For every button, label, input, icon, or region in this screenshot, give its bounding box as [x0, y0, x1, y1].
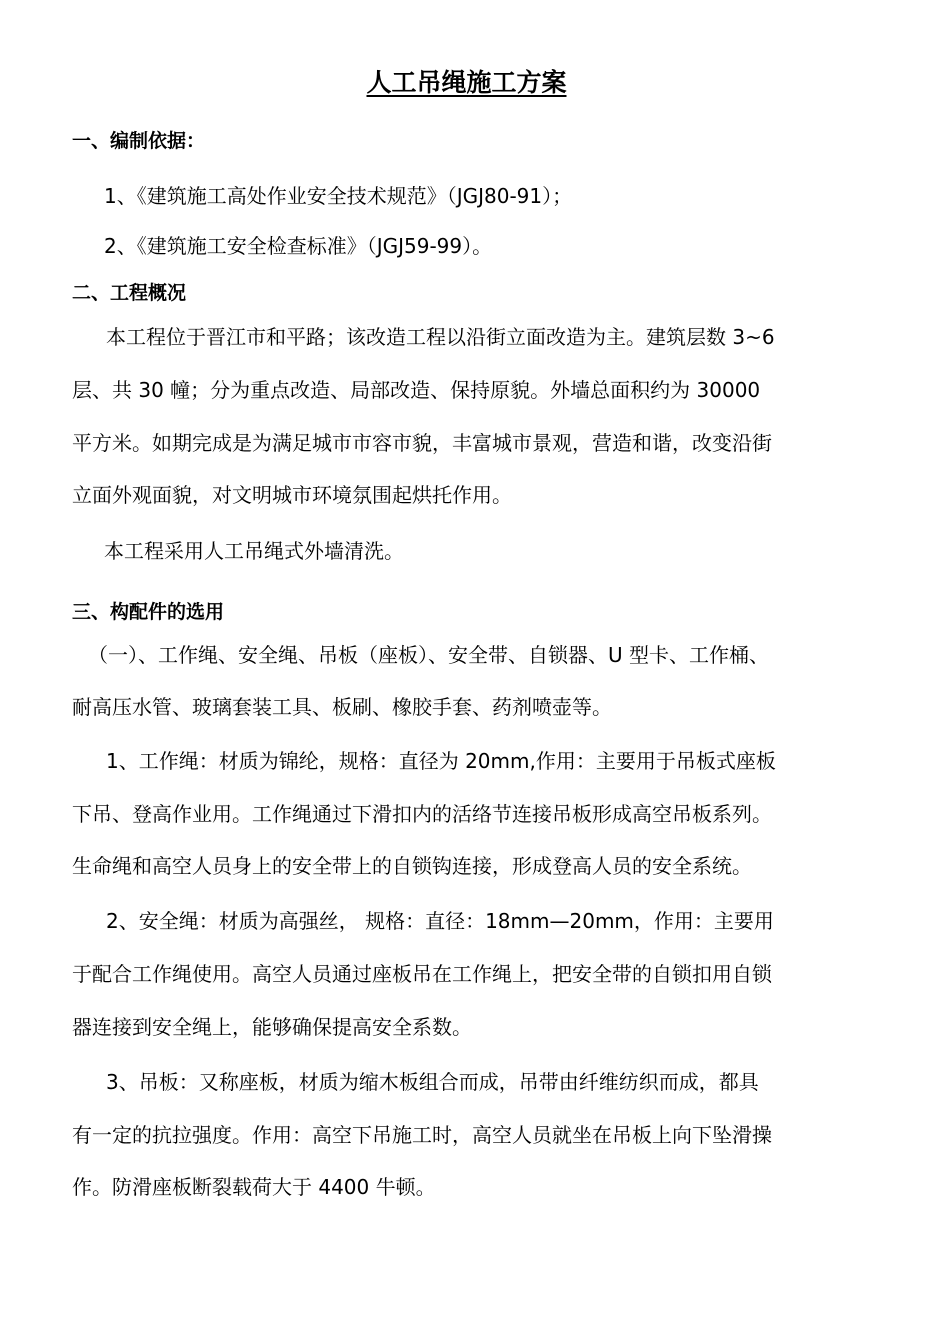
component-item-1-line: 生命绳和高空人员身上的安全带上的自锁钩连接，形成登高人员的安全系统。 [72, 854, 752, 878]
component-item-3-line: 作。防滑座板断裂载荷大于 4400 牛顿。 [72, 1175, 436, 1199]
component-item-1-line: 下吊、登高作业用。工作绳通过下滑扣内的活络节连接吊板形成高空吊板系列。 [72, 802, 772, 826]
component-item-2-line: 2、安全绳：材质为高强丝， 规格：直径：18mm—20mm，作用：主要用 [106, 909, 774, 933]
section-heading-components: 三、构配件的选用 [72, 601, 225, 623]
document-title: 人工吊绳施工方案 [366, 68, 567, 97]
section-heading-basis: 一、编制依据： [72, 130, 206, 152]
components-intro-line: 耐高压水管、玻璃套装工具、板刷、橡胶手套、药剂喷壶等。 [72, 695, 612, 719]
overview-paragraph-line: 本工程位于晋江市和平路；该改造工程以沿街立面改造为主。建筑层数 3~6 [106, 325, 775, 349]
component-item-2-line: 器连接到安全绳上，能够确保提高安全系数。 [72, 1015, 472, 1039]
overview-paragraph-line: 层、共 30 幢；分为重点改造、局部改造、保持原貌。外墙总面积约为 30000 [72, 378, 761, 402]
overview-paragraph-2: 本工程采用人工吊绳式外墙清洗。 [104, 539, 404, 563]
component-item-3-line: 有一定的抗拉强度。作用：高空下吊施工时，高空人员就坐在吊板上向下坠滑操 [72, 1123, 772, 1147]
basis-item-2: 2、《建筑施工安全检查标准》（JGJ59-99）。 [104, 234, 493, 258]
overview-paragraph-line: 立面外观面貌，对文明城市环境氛围起烘托作用。 [72, 483, 512, 507]
components-intro-line: （一）、工作绳、安全绳、吊板（座板）、安全带、自锁器、U 型卡、工作桶、 [88, 643, 769, 667]
section-heading-overview: 二、工程概况 [72, 282, 187, 304]
basis-item-1: 1、《建筑施工高处作业安全技术规范》（JGJ80-91）； [104, 184, 573, 208]
component-item-1-line: 1、工作绳：材质为锦纶，规格：直径为 20mm,作用：主要用于吊板式座板 [106, 749, 776, 773]
component-item-2-line: 于配合工作绳使用。高空人员通过座板吊在工作绳上，把安全带的自锁扣用自锁 [72, 962, 772, 986]
overview-paragraph-line: 平方米。如期完成是为满足城市市容市貌，丰富城市景观，营造和谐，改变沿街 [72, 431, 772, 455]
component-item-3-line: 3、吊板：又称座板，材质为缩木板组合而成，吊带由纤维纺织而成，都具 [106, 1070, 759, 1094]
